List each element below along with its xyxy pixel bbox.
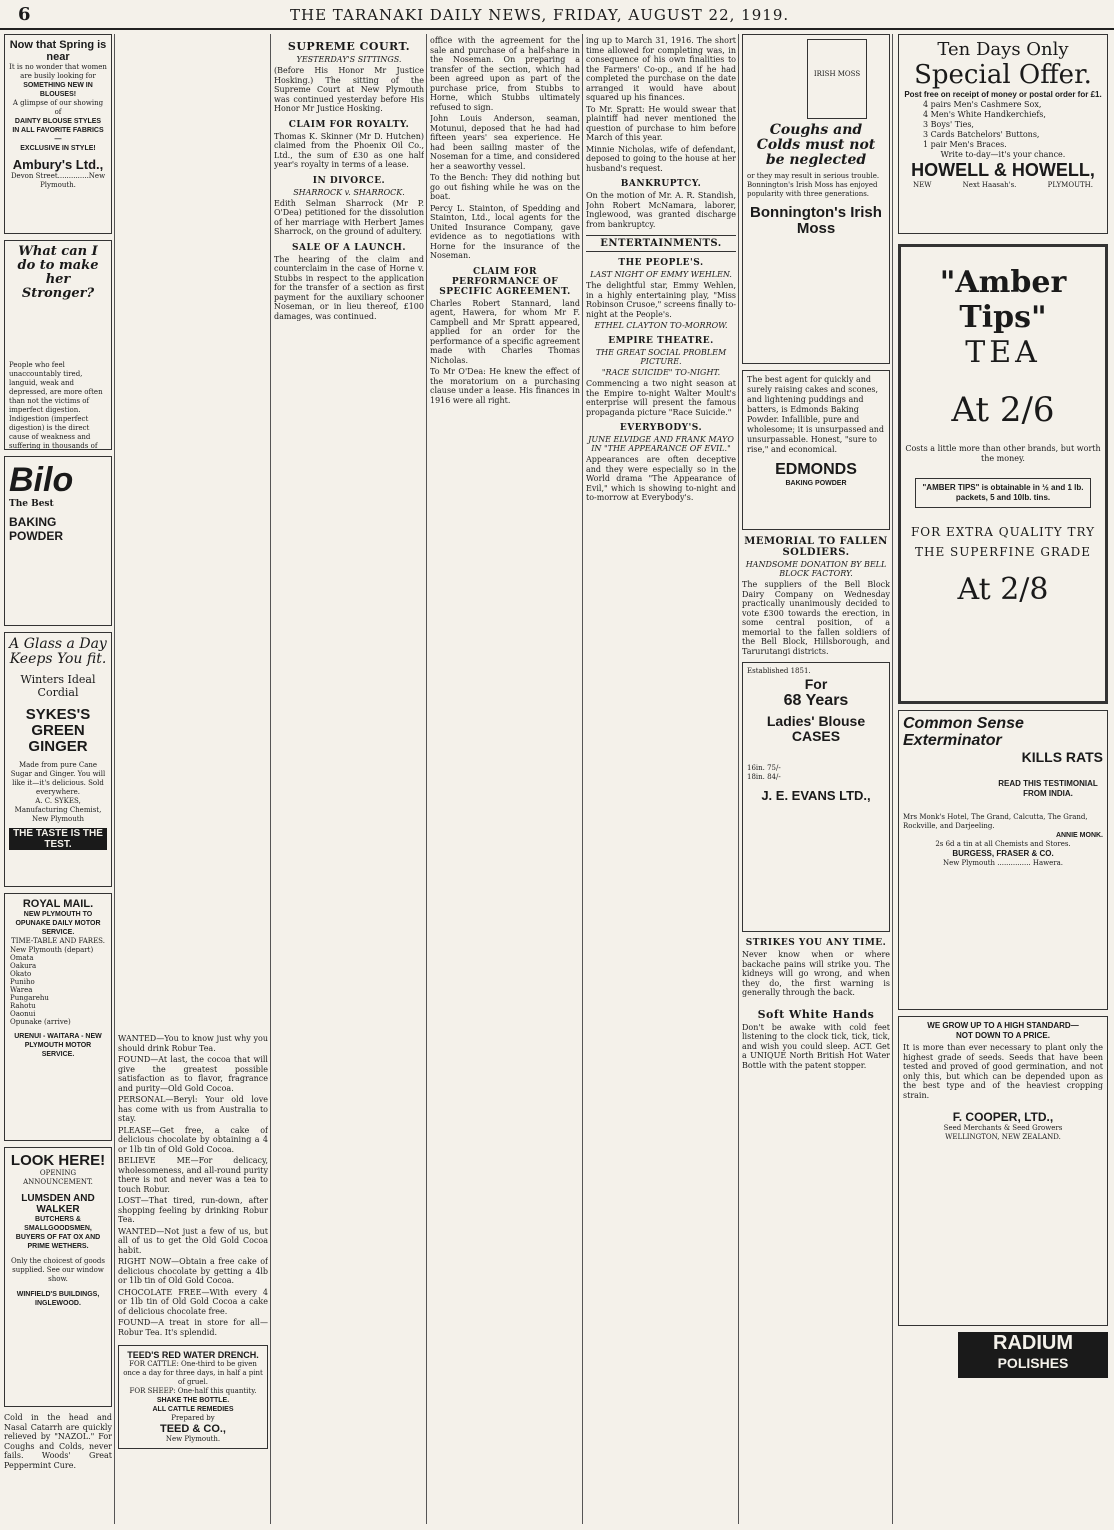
- teed-text: SHAKE THE BOTTLE.: [156, 1397, 230, 1404]
- amber-brand: "Amber Tips": [939, 265, 1067, 335]
- royal-mail-ad: [4, 893, 112, 1141]
- entertainments-heading: ENTERTAINMENTS.: [586, 235, 736, 252]
- stop: Rahotu: [10, 1002, 36, 1010]
- rats-text: Mrs Monk's Hotel, The Grand, Calcutta, The Grand, Rockville, and Darjeeling.: [903, 813, 1088, 830]
- article-text: Never know when or where backache pains will strike you. The kidneys will go wrong, and when they do, the first warning is generally through the back.: [742, 950, 890, 997]
- article-text: ing up to March 31, 1916. The short time allowed for completing was, in consequence of his own finalities to the Farmers' Co-op., and if he had completed the purchase on the date arranged it would have about squared up his finances.: [586, 36, 736, 102]
- article-text: The hearing of the claim and counterclaim in the case of Horne v. Stubbs in respect to the application for the transfer of a section as first payment for the auxiliary schooner Noseman, or in lieu thereof, £100 damages, was continued.: [274, 254, 424, 321]
- sykes-desc: Made from pure Cane Sugar and Ginger. You will like it—it's delicious. Sold everywhere.: [10, 761, 106, 796]
- page-number: 6: [18, 4, 31, 25]
- stop: New Plymouth (depart): [10, 946, 94, 954]
- ambury-text: DAINTY BLOUSE STYLES: [14, 118, 102, 125]
- rats-loc: New Plymouth ............... Hawera.: [942, 859, 1064, 867]
- howell-item: 4 pairs Men's Cashmere Sox,: [923, 100, 1042, 109]
- empire-heading: EMPIRE THEATRE.: [608, 336, 714, 346]
- howell-loc1: NEW: [913, 181, 932, 189]
- look-buy: BUYERS OF FAT OX AND PRIME WETHERS.: [15, 1234, 101, 1250]
- howell-name: HOWELL & HOWELL,: [911, 160, 1095, 180]
- claim-heading: CLAIM FOR ROYALTY.: [288, 119, 410, 130]
- radium-h2: POLISHES: [997, 1355, 1069, 1371]
- column-rule: [582, 34, 583, 1524]
- stop: Pungarehu: [10, 994, 49, 1002]
- seigel-ad: [4, 240, 112, 450]
- table-row: [9, 986, 107, 994]
- rats-read: READ THIS TESTIMONIAL FROM INDIA.: [998, 779, 1098, 798]
- classifieds-column: [118, 34, 268, 1526]
- radium-h1: RADIUM: [993, 1332, 1073, 1354]
- bonnington-ad: [742, 34, 890, 364]
- edmonds-body: The best agent for quickly and surely raising cakes and scones, and lightening puddings and batters, is Edmonds Baking Powder. Infallible, pure and wholesome; it is unsurpassed and unsurpassable. Honest, "sure to rise," and economical.: [747, 375, 885, 454]
- article-text: To Mr O'Dea: He knew the effect of the moratorium on a purchasing clause under a lease. His finances in 1916 were all right.: [430, 367, 580, 405]
- article-text: Thomas K. Skinner (Mr D. Hutchen) claimed from the Phoenix Oil Co., Ltd., the sum of £30 as one half year's royalty in terms of a lease.: [274, 131, 424, 169]
- ad-column-left: [4, 34, 112, 1526]
- radium-ad: [958, 1332, 1108, 1378]
- rats-price: 2s 6d a tin at all Chemists and Stores.: [935, 840, 1071, 848]
- ambury-text: EXCLUSIVE IN STYLE!: [20, 145, 96, 152]
- classified-item: BELIEVE ME—For delicacy, wholesomeness, and all-round purity there is not and never was a tea to touch Robur.: [118, 1156, 268, 1194]
- amber-note: Costs a little more than other brands, but worth the money.: [905, 444, 1101, 463]
- amber-packets: "AMBER TIPS" is obtainable in ½ and 1 lb. packets, 5 and 10lb. tins.: [915, 478, 1091, 508]
- column-rule: [114, 34, 115, 1524]
- masthead-title: THE TARANAKI DAILY NEWS, FRIDAY, AUGUST 22, 1919.: [290, 6, 790, 24]
- teed-name: TEED & CO.,: [159, 1423, 226, 1435]
- soft-hands-heading: Soft White Hands: [757, 1007, 875, 1021]
- cooper-h2: NOT DOWN TO A PRICE.: [956, 1031, 1050, 1040]
- article-text: On the motion of Mr. A. R. Standish, John Robert McNamara, laborer, Inglewood, was granted discharge from bankruptcy.: [586, 191, 736, 229]
- teed-text: ALL CATTLE REMEDIES: [152, 1406, 234, 1413]
- evans-est: Established 1851.: [747, 667, 811, 675]
- table-row: [9, 946, 107, 954]
- stop: Warea: [10, 986, 33, 994]
- social-sub: THE GREAT SOCIAL PROBLEM PICTURE.: [595, 348, 727, 366]
- look-note: Only the choicest of goods supplied. See our window show.: [11, 1257, 105, 1283]
- amber-price1: At 2/6: [951, 390, 1055, 430]
- look-sub: OPENING ANNOUNCEMENT.: [23, 1169, 93, 1186]
- howell-h1: Ten Days Only: [937, 39, 1069, 60]
- cooper-h1: WE GROW UP TO A HIGH STANDARD—: [927, 1021, 1079, 1030]
- evans-price2: 18in. 84/-: [747, 773, 781, 781]
- royal-mail-title: ROYAL MAIL.: [22, 898, 94, 910]
- classified-item: FOUND—A treat in store for all—Robur Tea. It's splendid.: [118, 1318, 268, 1337]
- classified-item: CHOCOLATE FREE—With every 4 or 1lb tin of Old Gold Cocoa a cake of delicious chocolate free.: [118, 1287, 268, 1316]
- edmonds-brand: EDMONDS: [775, 461, 857, 478]
- rats-kills: KILLS RATS: [1021, 749, 1103, 765]
- everybodys-heading: EVERYBODY'S.: [619, 423, 703, 433]
- look-here-ad: [4, 1147, 112, 1407]
- evans-for: For: [804, 676, 828, 692]
- ad-column-middle: [742, 34, 890, 1526]
- howell-item: 3 Cards Batchelors' Buttons,: [923, 130, 1040, 139]
- article-text: Edith Selman Sharrock (Mr P. O'Dea) petitioned for the dissolution of her marriage with Herbert James Sharrock, on the ground of adultery.: [274, 198, 424, 236]
- table-row: [9, 954, 107, 962]
- column-rule: [892, 34, 893, 1524]
- look-headline: LOOK HERE!: [10, 1152, 106, 1169]
- ambury-text: A glimpse of our showing of: [12, 99, 104, 116]
- look-trade: BUTCHERS & SMALLGOODSMEN,: [24, 1216, 92, 1232]
- memorial-heading: MEMORIAL TO FALLEN SOLDIERS.: [744, 536, 888, 558]
- stop: Okato: [10, 970, 32, 978]
- column-rule: [270, 34, 271, 1524]
- teed-ad: [118, 1345, 268, 1449]
- coughs-headline: Coughs and Colds must not be neglected: [756, 122, 876, 168]
- memorial-sub: HANDSOME DONATION BY BELL BLOCK FACTORY.: [745, 560, 887, 578]
- peoples-heading: THE PEOPLE'S.: [618, 258, 704, 268]
- howell-h2: Special Offer.: [914, 60, 1092, 90]
- rats-ad: [898, 710, 1108, 1010]
- sykes-line1: A Glass a Day Keeps You fit.: [9, 636, 107, 667]
- article-text: John Louis Anderson, seaman, Motunui, deposed that he had had fifteen years' sea experience. He had been sailing master of the Noseman for a time, and considered her a seaworthy vessel.: [430, 114, 580, 171]
- cooper-text: It is more than ever necessary to plant only the highest grade of seeds. Seeds that have been tested and proved of good germination, and not only this, but which can be depended upon as the best type and of the heaviest cropping strain.: [903, 1043, 1103, 1100]
- classified-item: WANTED—Not just a few of us, but all of us to get the Old Gold Cocoa habit.: [118, 1226, 268, 1255]
- coughs-body: or they may result in serious trouble. Bonnington's Irish Moss has enjoyed popularity with three generations.: [747, 172, 880, 198]
- article-text: Don't be awake with cold feet listening to the clock tick, tick, tick, and wish you could sleep. ACT. Get a UNIQUE North British Hot Water Bottle with the patent stopper.: [742, 1022, 890, 1070]
- seigel-body: People who feel unaccountably tired, languid, weak and depressed, are more often than not the victims of imperfect digestion. Indigestion (imperfect digestion) is the direct cause of weakness and suffering in thousands of: [9, 361, 103, 450]
- table-row: [9, 970, 107, 978]
- ad-column-right: [898, 34, 1108, 1526]
- howell-item: 4 Men's White Handkerchiefs,: [923, 110, 1046, 119]
- howell-ad: [898, 34, 1108, 234]
- news-column-1: [274, 34, 424, 1526]
- cooper-sub: Seed Merchants & Seed Growers: [943, 1124, 1063, 1132]
- howell-write: Write to-day—it's your chance.: [940, 150, 1066, 159]
- sykes-line2: Winters Ideal Cordial: [20, 673, 96, 699]
- ambury-text: It is no wonder that women are busily looking for: [9, 63, 107, 80]
- classified-item: FOUND—At last, the cocoa that will give the greatest possible satisfaction as to flavor, fragrance and purity—Old Gold Cocoa.: [118, 1055, 268, 1093]
- column-rule: [426, 34, 427, 1524]
- sykes-brand: SYKES'S GREEN GINGER: [25, 706, 91, 755]
- howell-loc2: Next Haasah's.: [962, 181, 1017, 189]
- supreme-court-heading: SUPREME COURT.: [287, 40, 411, 53]
- urenui-title: URENUI - WAITARA - NEW PLYMOUTH MOTOR SERVICE.: [14, 1033, 102, 1058]
- divorce-sub: SHARROCK v. SHARROCK.: [293, 187, 405, 197]
- masthead: [0, 0, 1114, 30]
- ambury-text: IN ALL FAVORITE FABRICS—: [12, 127, 104, 143]
- stop: Oakura: [10, 962, 37, 970]
- supreme-court-sub: YESTERDAY'S SITTINGS.: [296, 55, 402, 64]
- article-text: (Before His Honor Mr Justice Hosking.) The sitting of the Supreme Court at New Plymouth was continued yesterday before His Honor Mr Justice Hosking.: [274, 66, 424, 113]
- classified-item: LOST—That tired, run-down, after shopping feeling by drinking Robur Tea.: [118, 1196, 268, 1224]
- ambury-name: Ambury's Ltd.,: [12, 157, 104, 172]
- edmonds-sub: BAKING POWDER: [785, 480, 847, 487]
- classified-item: RIGHT NOW—Obtain a free cake of delicious chocolate by getting a 4lb or 1lb tin of Old Gold Cocoa.: [118, 1257, 268, 1285]
- teed-text: FOR SHEEP: One-half this quantity.: [129, 1387, 257, 1395]
- ambury-address: Devon Street..............New Plymouth.: [10, 172, 106, 189]
- look-address: WINFIELD'S BUILDINGS, INGLEWOOD.: [16, 1291, 100, 1307]
- cooper-ad: [898, 1016, 1108, 1326]
- rats-dist: BURGESS, FRASER & CO.: [952, 849, 1054, 858]
- race-sub: "RACE SUICIDE" TO-NIGHT.: [601, 368, 721, 377]
- rats-sig: ANNIE MONK.: [1055, 832, 1103, 839]
- howell-loc3: PLYMOUTH.: [1047, 181, 1093, 189]
- bonnington-brand: Bonnington's Irish Moss: [750, 204, 882, 237]
- divorce-heading: IN DIVORCE.: [312, 175, 386, 186]
- classified-item: PLEASE—Get free, a cake of delicious chocolate by obtaining a 4 or 1lb tin of Old Gold Cocoa.: [118, 1125, 268, 1154]
- classified-item: WANTED—You to know just why you should drink Robur Tea.: [118, 1034, 268, 1053]
- edmonds-ad: [742, 370, 890, 530]
- article-text: The delightful star, Emmy Wehlen, in a highly entertaining play, "Miss Robinson Crusoe," screens finally to-night at the People's.: [586, 281, 736, 319]
- stop: Oaonui: [10, 1010, 36, 1018]
- bottle-icon: [807, 39, 867, 119]
- bankruptcy-heading: BANKRUPTCY.: [620, 179, 702, 189]
- performance-heading: CLAIM FOR PERFORMANCE OF SPECIFIC AGREEMENT.: [439, 266, 571, 297]
- table-row: [9, 1002, 107, 1010]
- stop: Opunake (arrive): [10, 1018, 71, 1026]
- bottle-label: IRISH MOSS: [813, 70, 861, 78]
- sykes-ad: [4, 632, 112, 887]
- article-text: The suppliers of the Bell Block Dairy Company on Wednesday practically unanimously decided to vote £300 towards the erection, in some central position, of a memorial to the fallen soldiers of the Bell Block, Hillsborough, and Tarurutangi districts.: [742, 580, 890, 656]
- article-text: Appearances are often deceptive and they were especially so in the World drama "The Appearance of Evil," which is showing to-night and to-morrow at Everybody's.: [586, 455, 736, 502]
- stop: Puniho: [10, 978, 35, 986]
- timetable: [9, 946, 107, 1026]
- launch-heading: SALE OF A LAUNCH.: [292, 242, 406, 253]
- teed-city: New Plymouth.: [165, 1435, 221, 1443]
- ambury-ad: [4, 34, 112, 234]
- sykes-slogan: THE TASTE IS THE TEST.: [9, 828, 107, 850]
- evans-name: J. E. EVANS LTD.,: [761, 788, 871, 803]
- amber-tea: TEA: [965, 335, 1041, 370]
- seigel-headline: What can I do to make her Stronger?: [17, 244, 99, 301]
- table-row: [9, 994, 107, 1002]
- cooper-name: F. COOPER, LTD.,: [952, 1110, 1054, 1124]
- rats-headline: Common Sense Exterminator: [903, 715, 1024, 749]
- wehlen-sub: LAST NIGHT OF EMMY WEHLEN.: [590, 270, 732, 279]
- cooper-city: WELLINGTON, NEW ZEALAND.: [945, 1133, 1061, 1141]
- article-text: office with the agreement for the sale and purchase of a half-share in the Noseman. On preparing a transfer of the section, which had been agreed upon as part of the purchase price, from Stubbs to Horne, which Stubbs ultimately refused to sign.: [430, 36, 580, 112]
- article-text: To the Bench: They did nothing but go out fishing while he was on the boat.: [430, 173, 580, 201]
- evans-ad: [742, 662, 890, 932]
- article-text: To Mr. Spratt: He would swear that plaintiff had never mentioned the question of purchase to him before March of this year.: [586, 104, 736, 142]
- news-column-3: [586, 34, 736, 1526]
- teed-text: FOR CATTLE: One-third to be given once a day for three days, in half a pint of gruel.: [123, 1360, 263, 1386]
- article-text: Commencing a two night season at the Empire to-night Walter Moult's enterprise will present the famous propaganda picture "Race Suicide.": [586, 379, 736, 417]
- bilo-ad: [4, 456, 112, 626]
- teed-title: TEED'S RED WATER DRENCH.: [127, 1350, 259, 1360]
- nazol-ad: Cold in the head and Nasal Catarrh are quickly relieved by "NAZOL." For Coughs and Colds, never fails. Woods' Great Peppermint Cure.: [4, 1413, 112, 1470]
- sykes-maker: A. C. SYKES, Manufacturing Chemist, New Plymouth: [14, 797, 102, 823]
- amber-price2: At 2/8: [957, 572, 1049, 607]
- strikes-heading: STRIKES YOU ANY TIME.: [745, 938, 887, 948]
- royal-mail-sub: NEW PLYMOUTH TO OPUNAKE DAILY MOTOR SERVICE.: [15, 911, 101, 936]
- clayton-sub: ETHEL CLAYTON TO-MORROW.: [594, 321, 728, 330]
- howell-item: 1 pair Men's Braces.: [923, 140, 1007, 149]
- evans-years: 68 Years: [783, 692, 849, 709]
- table-row: [9, 962, 107, 970]
- table-row: [9, 978, 107, 986]
- classified-item: PERSONAL—Beryl: Your old love has come with us from Australia to stay.: [118, 1095, 268, 1123]
- article-text: Minnie Nicholas, wife of defendant, deposed to going to the house at her husband's request.: [586, 144, 736, 173]
- evans-price1: 16in. 75/-: [747, 764, 781, 772]
- amber-tips-ad: [898, 244, 1108, 704]
- table-row: [9, 1010, 107, 1018]
- howell-location: [903, 181, 1103, 190]
- amber-extra: FOR EXTRA QUALITY TRY THE SUPERFINE GRADE: [910, 525, 1096, 559]
- bilo-tag: The Best: [9, 499, 54, 509]
- howell-intro: Post free on receipt of money or postal order for £1.: [904, 90, 1102, 99]
- howell-item: 3 Boys' Ties,: [923, 120, 974, 129]
- teed-text: Prepared by: [171, 1414, 215, 1422]
- stop: Omata: [10, 954, 34, 962]
- table-row: [9, 1018, 107, 1026]
- bilo-brand: Bilo: [9, 461, 74, 499]
- article-text: Percy L. Stainton, of Spedding and Stainton, Ltd., local agents for the United Insurance Company, gave evidence as to negotiations with Horne for the insurance of the Noseman.: [430, 203, 580, 260]
- look-name: LUMSDEN AND WALKER: [21, 1193, 95, 1215]
- article-text: Charles Robert Stannard, land agent, Hawera, for whom Mr F. Campbell and Mr Spratt appeared, applied for an order for the performance of a specific agreement made with Charles Thomas Nicholas.: [430, 298, 580, 365]
- ambury-headline: Now that Spring is near: [9, 39, 107, 63]
- evans-title: Ladies' Blouse CASES: [766, 713, 866, 744]
- royal-mail-tt: TIME-TABLE AND FARES.: [11, 937, 105, 945]
- column-rule: [738, 34, 739, 1524]
- bilo-product: BAKING POWDER: [9, 515, 63, 543]
- ambury-text: SOMETHING NEW IN BLOUSES!: [23, 82, 93, 98]
- evil-sub: JUNE ELVIDGE AND FRANK MAYO IN "THE APPEARANCE OF EVIL.": [588, 435, 734, 453]
- news-column-2: [430, 34, 580, 1526]
